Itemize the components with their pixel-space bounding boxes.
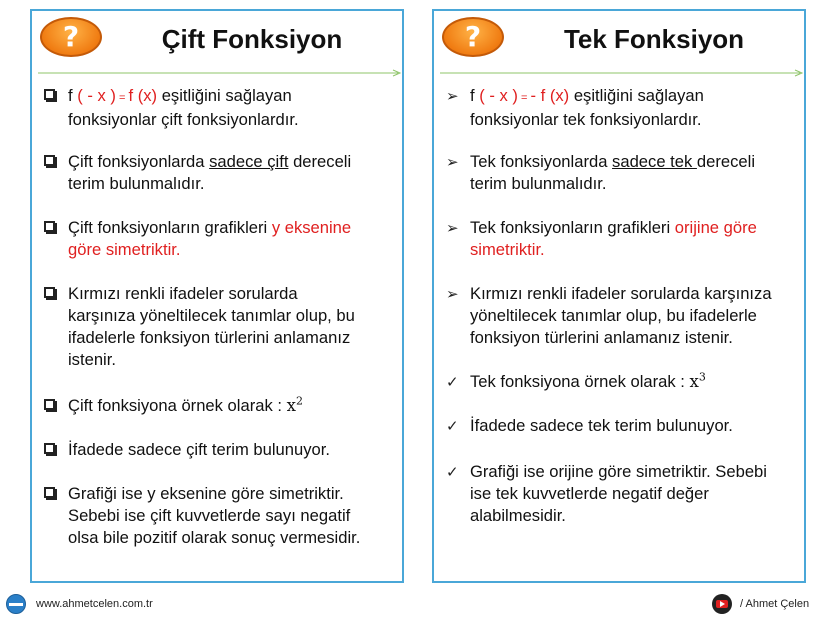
red-text: orijine göre (674, 218, 757, 237)
text-line: karşınıza yöneltilecek tanımlar olup, bu (68, 306, 355, 325)
text-line: fonksiyonlar tek fonksiyonlardır. (470, 110, 702, 129)
list-item (444, 151, 794, 195)
red-text-line: simetriktir. (470, 240, 545, 259)
divider-arrow (38, 69, 404, 79)
checkbox-icon (44, 399, 55, 410)
text-line: ifadelerle fonksiyon türlerini anlamanız (68, 328, 351, 347)
text: f (470, 86, 480, 105)
red-text: f (x) (128, 86, 158, 105)
text: Çift fonksiyona örnek olarak : (68, 396, 287, 415)
footer-website (6, 594, 153, 614)
text-line: alabilmesidir. (470, 506, 566, 525)
red-text: - f (x) (530, 86, 570, 105)
text: dereceli (288, 152, 352, 171)
text-line: Sebebi ise çift kuvvetlerde sayı negatif (68, 506, 351, 525)
list-item (444, 217, 794, 261)
text: dereceli (696, 152, 756, 171)
panel-title: Tek Fonksiyon (563, 24, 745, 54)
text-line: Grafiği ise y eksenine göre simetriktir. (68, 484, 344, 503)
text-line: olsa bile pozitif olarak sonuç vermesidir. (68, 528, 361, 547)
checkmark-icon: ✓ (446, 417, 459, 435)
list-item (42, 85, 392, 131)
divider-arrow (440, 69, 806, 79)
panel-title: Çift Fonksiyon (161, 24, 343, 54)
even-function-panel (30, 9, 404, 583)
text-line: Grafiği ise orijine göre simetriktir. Sebebi (470, 462, 767, 481)
text-line: ise tek kuvvetlerde negatif değer (470, 484, 709, 503)
footer-author (712, 594, 809, 614)
text: eşitliğini sağlayan (157, 86, 292, 105)
text-line: İfadede sadece tek terim bulunuyor. (470, 416, 733, 435)
text-line: Kırmızı renkli ifadeler sorularda (68, 284, 298, 303)
checkmark-icon: ✓ (446, 463, 459, 481)
checkmark-icon: ✓ (446, 373, 459, 391)
text: Çift fonksiyonların grafikleri (68, 218, 272, 237)
checkbox-icon (44, 287, 55, 298)
question-mark-icon (40, 17, 102, 57)
red-text: ( - x ) (479, 86, 518, 105)
checkbox-icon (44, 155, 55, 166)
equals-sign: = (115, 92, 129, 104)
math-exponent: 3 (698, 370, 706, 384)
math-exponent: 2 (295, 394, 303, 408)
text: Tek fonksiyonlarda (470, 152, 613, 171)
math-variable: x (689, 372, 699, 391)
text-line: fonksiyonlar çift fonksiyonlardır. (68, 110, 299, 129)
author-name: / Ahmet Çelen (740, 598, 810, 610)
text: f (68, 86, 78, 105)
text: Tek fonksiyonların grafikleri (470, 218, 675, 237)
odd-function-panel (432, 9, 806, 583)
list-item (444, 371, 794, 393)
text-line: yöneltilecek tanımlar olup, bu ifadelerle (470, 306, 757, 325)
text-line: Kırmızı renkli ifadeler sorularda karşınıza (470, 284, 772, 303)
red-text-line: göre simetriktir. (68, 240, 181, 259)
arrow-bullet-icon: ➢ (446, 87, 459, 105)
equals-sign: = (517, 92, 531, 104)
text: Çift fonksiyonlarda (68, 152, 210, 171)
checkbox-icon (44, 221, 55, 232)
checkbox-icon (44, 89, 55, 100)
badge-symbol: ? (62, 20, 80, 53)
checkbox-icon (44, 443, 55, 454)
arrow-bullet-icon: ➢ (446, 285, 459, 303)
list-item (444, 85, 794, 131)
question-mark-icon (442, 17, 504, 57)
list-item (42, 217, 392, 261)
arrow-bullet-icon: ➢ (446, 153, 459, 171)
underlined-text: sadece tek (612, 152, 697, 171)
youtube-icon (712, 594, 732, 614)
math-variable: x (286, 396, 296, 415)
list-item (42, 283, 392, 371)
arrow-bullet-icon: ➢ (446, 219, 459, 237)
red-text: ( - x ) (77, 86, 116, 105)
list-item (42, 483, 392, 549)
text-line: istenir. (68, 350, 116, 369)
checkbox-icon (44, 487, 55, 498)
list-item (42, 439, 392, 461)
globe-icon (6, 594, 26, 614)
text-line: İfadede sadece çift terim bulunuyor. (68, 440, 330, 459)
text-line: terim bulunmalıdır. (68, 174, 205, 193)
underlined-text: sadece çift (209, 152, 289, 171)
list-item (444, 415, 794, 437)
list-item (42, 151, 392, 195)
text: eşitliğini sağlayan (569, 86, 704, 105)
badge-symbol: ? (464, 20, 482, 53)
text-line: fonksiyon türlerini anlamanız istenir. (470, 328, 733, 347)
text-line: terim bulunmalıdır. (470, 174, 607, 193)
red-text: y eksenine (271, 218, 352, 237)
website-link[interactable]: www.ahmetcelen.com.tr (36, 598, 153, 610)
text: Tek fonksiyona örnek olarak : (470, 372, 690, 391)
list-item (444, 283, 794, 349)
list-item (444, 461, 794, 527)
list-item (42, 395, 392, 417)
